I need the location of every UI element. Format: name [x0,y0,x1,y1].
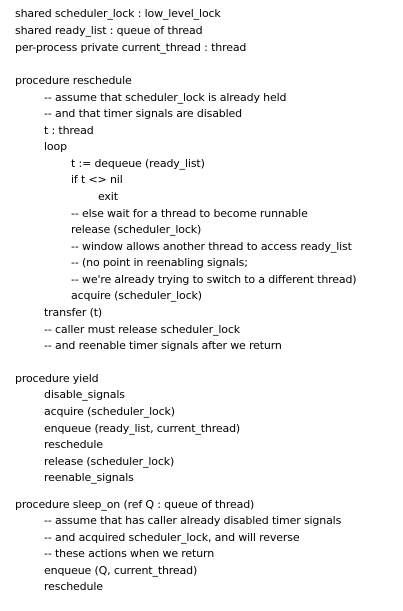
code-comment: -- else wait for a thread to become runnable [71,207,308,220]
code-line: enqueue (ready_list, current_thread) [44,422,241,435]
code-line: t : thread [44,124,94,137]
procedure-header: procedure reschedule [15,74,132,87]
code-line: exit [98,190,118,203]
code-comment: -- and reenable timer signals after we return [44,339,282,352]
code-comment: -- these actions when we return [44,547,215,560]
code-line: reschedule [44,438,103,451]
code-line: acquire (scheduler_lock) [44,405,175,418]
code-comment: -- and acquired scheduler_lock, and will reverse [44,531,300,544]
code-line: shared ready_list : queue of thread [15,24,203,37]
code-comment: -- and that timer signals are disabled [44,107,242,120]
code-line: acquire (scheduler_lock) [71,289,202,302]
code-line: if t <> nil [71,173,123,186]
procedure-header: procedure yield [15,372,99,385]
code-comment: -- window allows another thread to access ready_list [71,240,352,253]
code-comment: -- (no point in reenabling signals; [71,256,248,269]
code-comment: -- caller must release scheduler_lock [44,323,240,336]
code-line: release (scheduler_lock) [44,455,175,468]
code-line: loop [44,140,67,153]
code-line: enqueue (Q, current_thread) [44,564,198,577]
code-line: disable_signals [44,388,125,401]
code-line: t := dequeue (ready_list) [71,157,205,170]
code-line: per-process private current_thread : thread [15,41,247,54]
code-line: release (scheduler_lock) [71,223,202,236]
code-comment: -- we're already trying to switch to a different thread) [71,273,357,286]
code-line: reschedule [44,580,103,593]
code-line: reenable_signals [44,471,134,484]
code-line: transfer (t) [44,306,103,319]
code-line: shared scheduler_lock : low_level_lock [15,7,221,20]
procedure-header: procedure sleep_on (ref Q : queue of thread) [15,498,255,511]
code-comment: -- assume that scheduler_lock is already held [44,91,287,104]
code-comment: -- assume that has caller already disabled timer signals [44,514,342,527]
